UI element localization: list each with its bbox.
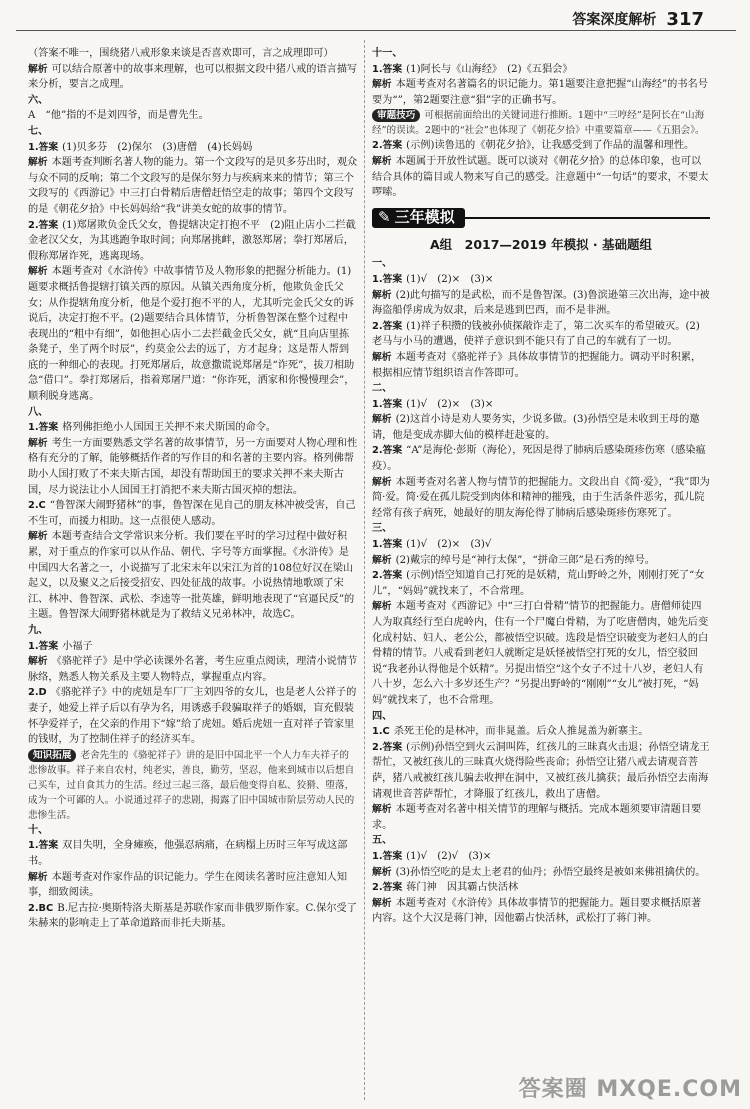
item-label: 1.答案 — [372, 398, 403, 410]
section-heading: 四、 — [372, 709, 393, 722]
answer-item — [372, 880, 710, 896]
item-text: (2)这首小诗是劝人要务实，少说多做。(3)孙悟空是未收到王母的邀请，他是变成赤脚大仙的模样赶赴宴的。 — [372, 414, 700, 441]
item-label: 2.答案 — [372, 570, 403, 582]
item-label: 解析 — [28, 656, 48, 668]
page-number: 317 — [666, 8, 704, 30]
item-text: B.尼古拉·奥斯特洛夫斯基是苏联作家而非俄罗斯作家。C.保尔受了朱赫来的影响走上了革命道路而非托夫斯基。 — [28, 902, 357, 930]
item-label: 解析 — [28, 437, 48, 449]
item-label: 1.答案 — [372, 273, 403, 285]
item-label: 解析 — [28, 871, 48, 883]
item-label: 1.答案 — [28, 141, 59, 153]
answer-item — [372, 397, 710, 413]
callout-text: 可根据前面给出的关键词进行推断。1题中“三哼经”是阿长在“山海经”的误读。2题中的“社会”也体现了《朝花夕拾》中重要篇章——《五猖会》。 — [372, 110, 705, 137]
section-heading: 五、 — [372, 834, 393, 847]
header-title: 答案深度解析 — [572, 12, 657, 28]
answer-item — [28, 155, 358, 217]
item-text: (3)孙悟空吃的是太上老君的仙丹；孙悟空最终是被如来佛祖擒伏的。 — [395, 866, 706, 878]
item-text: 本题考查对《骆驼祥子》具体故事情节的把握能力。调动平时积累，根据相应情节组织语言作答即可。 — [372, 351, 702, 379]
item-label: 解析 — [372, 554, 392, 566]
item-label: 解析 — [372, 79, 392, 91]
answer-item — [372, 272, 710, 288]
item-label: 解析 — [372, 866, 392, 878]
answer-item — [28, 498, 358, 529]
item-text: 《骆驼祥子》中的虎妞是车厂厂主刘四爷的女儿，也是老人公祥子的妻子，她爱上祥子后以有孕为名，用诱惑手段骗取祥子的婚姻，盲充假装怀孕爱祥子，在父亲的作用下“嫁”给了虎妞。婚后虎妞一直对祥子管家里的钱财，为了控制住祥子的经济买车。 — [28, 687, 357, 746]
answer-item — [372, 599, 710, 708]
item-text: 本题考查对作家作品的识记能力。学生在阅读名著时应注意知人知事，细致阅读。 — [28, 871, 348, 899]
item-text: (1)贝多芬 (2)保尔 (3)唐僧 (4)长妈妈 — [62, 141, 253, 153]
answer-item — [372, 537, 710, 553]
item-text: 蒋门神 因其霸占快活林 — [406, 882, 519, 894]
section-banner — [372, 205, 710, 231]
answer-item — [372, 62, 710, 78]
callout-text: 老舍先生的《骆驼祥子》讲的是旧中国北平一个人力车夫祥子的悲惨故事。祥子来自农村，纯老实，善良，勤劳，坚忍，他来到城市以后想自己买车，过自食其力的生活。经过三起三落，最后他变得自私、狡猾、堕落，成为一个可鄙的人。小说通过祥子的悲剧，揭露了旧中国城市阶层劳动人民的悲惨生活。 — [28, 749, 355, 821]
answer-item — [372, 319, 710, 350]
tip-callout — [28, 748, 358, 823]
item-label: 2.答案 — [372, 882, 403, 894]
answer-item — [372, 740, 710, 802]
answer-item — [372, 849, 710, 865]
answer-item — [372, 443, 710, 474]
answer-item — [372, 896, 710, 927]
item-label: 解析 — [372, 289, 392, 301]
item-text: 小福子 — [62, 640, 93, 652]
item-text: 本题考查对名著人物与情节的把握能力。文段出自《简·爱》，“我”即为简·爱。简·爱在孤儿院受到肉体和精神的摧残，由于生活条件恶劣，孤儿院经常有孩子病死，她最好的朋友海伦得了肺病后感染斑疹伤寒死了。 — [372, 476, 710, 519]
item-label: 1.答案 — [372, 63, 403, 75]
answer-item — [28, 901, 358, 932]
item-text: (1)√ (2)× (3)× — [406, 398, 494, 410]
item-label: 2.C — [28, 500, 46, 512]
item-text: “鲁智深大闹野猪林”的事，鲁智深在见自己的朋友林冲被受害，自己不生可，而援力相助。这一点很使人感动。 — [28, 500, 356, 527]
answer-item — [28, 654, 358, 685]
watermark: 答案圈 MXQE.COM — [518, 1077, 742, 1102]
callout-tag: 审题技巧 — [372, 109, 420, 122]
answer-item — [28, 685, 358, 747]
section-heading: 八、 — [28, 405, 49, 418]
section-heading: 三、 — [372, 522, 393, 535]
item-text: (示例)孙悟空到火云洞叫阵，红孩儿的三昧真火击退；孙悟空请龙王帮忙，又被红孩儿的三昧真火烧得险些丧命；孙悟空让猪八戒去请观音菩萨，猪八戒被红孩儿骗去收押在洞中，又被红孩儿擒获；最后孙悟空去南海请观世音菩萨帮忙，才降服了红孩儿，救出了唐僧。 — [372, 741, 710, 800]
item-label: 2.答案 — [372, 741, 403, 753]
item-label: 解析 — [372, 414, 392, 426]
item-label: 解析 — [372, 897, 392, 909]
item-text: (2)戴宗的绰号是“神行太保”，“拼命三郎”是石秀的绰号。 — [395, 554, 655, 566]
item-text: (1)郑屠欺负金氏父女，鲁提辖决定打抱不平 (2)阻止店小二拦截金老汉父女，为其逃跑争取时间；向郑屠挑衅，激怒郑屠；拳打郑屠后，假称郑屠诈死，逃离现场。 — [28, 219, 356, 262]
banner-rule — [465, 217, 710, 219]
tip-callout — [372, 108, 710, 138]
item-label: 2.BC — [28, 902, 54, 914]
answer-item — [28, 218, 358, 265]
answer-item — [28, 436, 358, 498]
paragraph: （答案不唯一，围绕猪八戒形象来谈是否喜欢即可，言之成理即可） — [28, 48, 334, 59]
paragraph: A “他”指的不是刘四爷，而是曹先生。 — [28, 110, 209, 122]
item-label: 解析 — [372, 601, 392, 613]
left-column — [28, 46, 358, 932]
item-text: 本题考查对名著篇名的识记能力。第1题要注意把握“山海经”的书名号要为“”，第2题要注意“猖”字的正确书写。 — [372, 79, 708, 106]
item-label: 1.C — [372, 726, 390, 738]
item-label: 解析 — [28, 63, 48, 75]
answer-item — [372, 475, 710, 522]
section-heading: 一、 — [372, 257, 393, 270]
section-heading: 七、 — [28, 124, 49, 137]
callout-tag: 知识拓展 — [28, 749, 76, 762]
header-rule — [16, 30, 736, 31]
item-text: (1)√ (2)× (3)√ — [406, 539, 492, 551]
section-heading: 二、 — [372, 382, 393, 395]
answer-item — [28, 62, 358, 93]
answer-item — [372, 412, 710, 443]
banner-title: 三年模拟 — [394, 207, 455, 226]
item-text: 可以结合原著中的故事来理解，也可以根据文段中猪八戒的语言描写来分析，要言之成理。 — [28, 63, 358, 91]
right-column — [372, 46, 710, 927]
item-label: 解析 — [28, 157, 48, 169]
item-text: 考生一方面要熟悉文学名著的故事情节，另一方面要对人物心理和性格有充分的了解，能够概括作者的写作目的和名著的主要内容。格列佛帮助小人国打败了不来夫斯古国，却没有帮助国王的要求关押不来夫斯古国，尽力说法让小人国国王打消把不来夫斯古国灭掉的想法。 — [28, 437, 358, 496]
section-heading: 十一、 — [372, 47, 403, 59]
item-text: 杀死王伦的是林冲，而非晁盖。后众人推晁盖为新寨主。 — [393, 726, 649, 738]
item-text: (示例)读鲁迅的《朝花夕拾》，让我感受到了作品的温馨和理性。 — [406, 140, 695, 152]
answer-item — [28, 420, 358, 436]
section-heading: 九、 — [28, 623, 49, 636]
item-text: “A”是海伦·彭斯（海伦），死因是得了肺病后感染斑疹伤寒（感染瘟疫）。 — [372, 445, 706, 473]
item-text: 《骆驼祥子》是中学必读课外名著，考生应重点阅读，理清小说情节脉络，熟悉人物关系及主要人物特点，掌握重点内容。 — [28, 656, 358, 683]
item-label: 1.答案 — [372, 539, 403, 551]
item-text: 本题考查对名著中相关情节的理解与概括。完成本题须要审清题目要求。 — [372, 804, 702, 831]
answer-item — [372, 288, 710, 319]
item-text: 本题考查对《水浒传》中故事情节及人物形象的把握分析能力。(1)题要求概括鲁提辖打镇关西的原因。从镇关西角度分析，他欺负金氏父女；从作提辖角度分析，他是个爱打抱不平的人，尤其听完金氏父女的诉说后，决定打抱不平。(2)题要结合具体情节，分析鲁智深在整个过程中表现出的“粗中有细”，如他担心店小二去拦截金氏父女，就“且向店里拣条凳子，坐了两个时辰”，约莫金公去的远了，方才起身；这是帮人帮到底的一种细心的表现。打死郑屠后，故意撒谎说郑屠是“诈死”，拔刀相助急“借口”。拳打郑屠后，指着郑屠尸道：“你诈死，洒家和你慢慢理会”，顺利脱身逃离。 — [28, 266, 355, 403]
answer-item — [372, 77, 710, 108]
item-text: 本题考查对《西游记》中“三打白骨精”情节的把握能力。唐僧师徒四人为取真经行至白虎岭内，住有一个尸魔白骨精，为了吃唐僧肉，她先后变化成村姑、妇人、老公公，都被悟空识破。选段是悟空识破变为老妇人的白骨精的情节。八戒看到老妇人就断定是妖怪被悟空打死的女儿，悟空驳回说“我老孙认得他是个妖精”。另提出悟空“这个女子不过十八岁，老妇人有八十岁，怎么六十多岁还生产？”另提出野岭的“刚刚”“女儿”被打死，“妈妈”就找来了，也不合常理。 — [372, 601, 709, 706]
answer-item — [28, 870, 358, 901]
pencil-icon: ✎ — [378, 207, 391, 226]
item-text: (1)√ (2)√ (3)× — [406, 850, 492, 862]
answer-item — [28, 264, 358, 404]
answer-item — [372, 865, 710, 881]
answer-item — [28, 529, 358, 623]
item-label: 1.答案 — [28, 640, 59, 652]
item-label: 解析 — [372, 476, 392, 488]
item-label: 2.答案 — [372, 320, 403, 332]
item-label: 1.答案 — [28, 840, 59, 852]
item-label: 2.D — [28, 687, 47, 699]
item-text: 本题考查对《水浒传》具体故事情节的把握能力。题目要求概括原著内容。这个大汉是蒋门神，因他霸占快活林，武松打了蒋门神。 — [372, 897, 702, 925]
banner-box — [372, 208, 465, 228]
item-label: 解析 — [28, 266, 48, 278]
answer-item — [372, 154, 710, 201]
section-heading: 六、 — [28, 93, 49, 106]
group-title: A组 2017—2019 年模拟 · 基础题组 — [429, 236, 653, 252]
item-label: 解析 — [372, 804, 392, 816]
item-label: 1.答案 — [372, 850, 403, 862]
item-label: 解析 — [372, 351, 392, 363]
item-label: 1.答案 — [28, 422, 59, 434]
answer-item — [28, 639, 358, 655]
item-text: (1)阿长与《山海经》 (2)《五猖会》 — [406, 63, 573, 75]
column-divider — [364, 40, 365, 1100]
item-text: 本题属于开放性试题。既可以谈对《朝花夕拾》的总体印象，也可以结合具体的篇目或人物来写自己的感受。注意题中“一句话”的要求，不要太啰嗦。 — [372, 155, 709, 199]
section-heading: 十、 — [28, 823, 49, 836]
item-text: (1)祥子积攒的钱被孙侦探敲诈走了，第二次买车的希望破灭。(2)老马与小马的遭遇，使祥子意识到不能只有了自己的车就有了一切。 — [372, 320, 700, 348]
item-text: (1)√ (2)× (3)× — [406, 273, 494, 285]
answer-item — [372, 350, 710, 381]
answer-item — [28, 838, 358, 869]
item-text: 本题考查结合文学常识来分析。我们要在平时的学习过程中做好积累，对于重点的作家可以从作品、朝代、字号等方面掌握。《水浒传》是中国四大名著之一，小说描写了北宋末年以宋江为首的108位好汉在梁山起义，以及聚义之后接受招安、四处征战的故事。小说热情地歌颂了宋江、林冲、鲁智深、武松、李逵等一批英雄，鲜明地表现了“官逼民反”的主题。鲁智深大闹野猪林就是为了救结义兄弟林冲，故选C。 — [28, 531, 355, 621]
answer-item — [372, 802, 710, 833]
item-text: 格列佛拒绝小人国国王关押不来犬斯国的命令。 — [62, 422, 277, 434]
item-text: (2)此句描写的是武松，而不是鲁智深。(3)鲁滨逊第三次出海，途中被海盗船俘虏成为奴隶，后来是逃到巴西，而不是非洲。 — [372, 289, 710, 317]
item-label: 解析 — [28, 531, 48, 543]
item-text: 本题考查判断名著人物的能力。第一个文段写的是贝多芬出时，观众与众不同的反响；第二个文段写的是保尔努力与疾病来来的情节；第三个文段写的《西游记》中三打白骨精后唐僧赶悟空走的故事；第四个文段写的是《朝花夕拾》中长妈妈给“我”讲美女蛇的故事的情节。 — [28, 157, 358, 215]
item-text: (示例)悟空知道自己打死的是妖精，荒山野岭之外，刚刚打死了“女儿”，“妈妈”就找来了，不合常理。 — [372, 570, 705, 597]
item-label: 2.答案 — [372, 140, 403, 152]
answer-item — [372, 568, 710, 599]
item-label: 2.答案 — [372, 445, 403, 457]
answer-item — [372, 138, 710, 154]
answer-item — [28, 140, 358, 156]
answer-item — [372, 724, 710, 740]
item-label: 2.答案 — [28, 219, 59, 231]
answer-item — [372, 553, 710, 569]
item-label: 解析 — [372, 155, 392, 167]
item-text: 双目失明，全身瘫痪，他强忍病痛，在病榻上历时三年写成这部书。 — [28, 840, 348, 867]
